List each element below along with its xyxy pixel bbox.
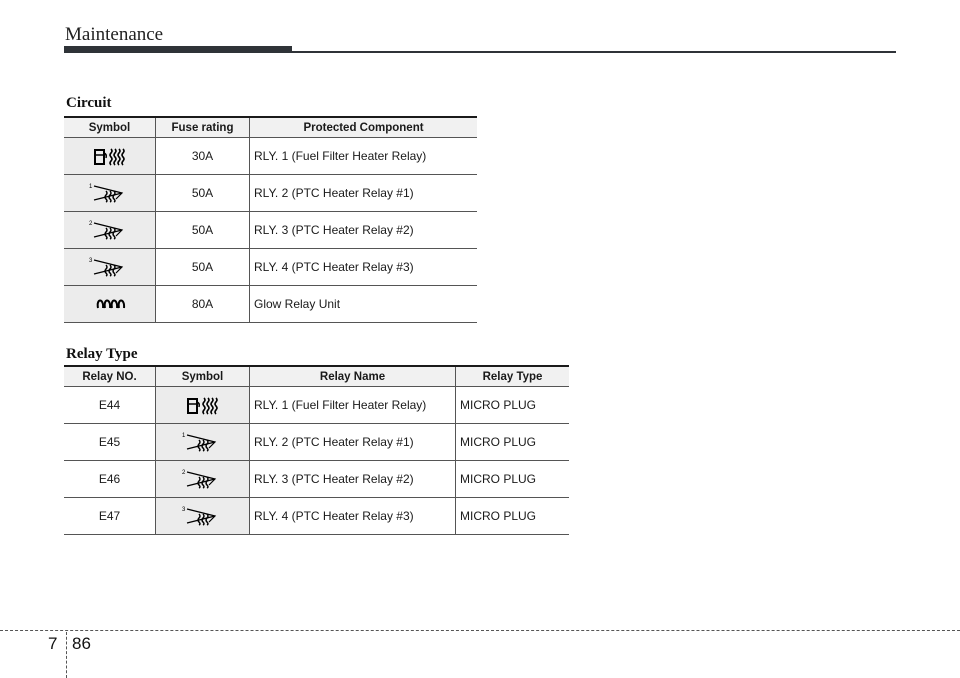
table-row xyxy=(64,461,569,498)
symbol-cell xyxy=(64,212,156,249)
relay-type-cell: MICRO PLUG xyxy=(456,387,570,424)
footer-page-divider xyxy=(66,632,67,678)
circuit-table xyxy=(64,116,477,323)
relay-no-cell: E44 xyxy=(64,387,156,424)
fuse-rating-cell: 80A xyxy=(156,286,250,323)
protected-component-cell: RLY. 3 (PTC Heater Relay #2) xyxy=(250,212,478,249)
symbol-cell xyxy=(64,138,156,175)
table-row xyxy=(64,387,569,424)
relay-type-cell: MICRO PLUG xyxy=(456,424,570,461)
table-row xyxy=(64,249,477,286)
fuse-rating-cell: 50A xyxy=(156,212,250,249)
column-header-symbol: Symbol xyxy=(156,366,250,387)
header-rule xyxy=(292,51,896,53)
ptc-number-label: 1 xyxy=(88,184,92,190)
ptc-heater-3-icon xyxy=(88,255,132,279)
symbol-cell xyxy=(64,249,156,286)
ptc-heater-1-icon xyxy=(181,430,225,454)
footer-divider xyxy=(0,630,960,631)
relay-no-cell: E47 xyxy=(64,498,156,535)
symbol-cell xyxy=(64,286,156,323)
ptc-heater-1-icon xyxy=(88,181,132,205)
relay-name-cell: RLY. 3 (PTC Heater Relay #2) xyxy=(250,461,456,498)
header-bar xyxy=(64,46,292,53)
fuse-rating-cell: 30A xyxy=(156,138,250,175)
ptc-heater-3-icon xyxy=(181,504,225,528)
table-row xyxy=(64,175,477,212)
relay-type-cell: MICRO PLUG xyxy=(456,498,570,535)
protected-component-cell: RLY. 1 (Fuel Filter Heater Relay) xyxy=(250,138,478,175)
column-header-relay-no: Relay NO. xyxy=(64,366,156,387)
relay-no-cell: E46 xyxy=(64,461,156,498)
table-row xyxy=(64,138,477,175)
fuse-rating-cell: 50A xyxy=(156,249,250,286)
column-header-fuse-rating: Fuse rating xyxy=(156,117,250,138)
relay-name-cell: RLY. 2 (PTC Heater Relay #1) xyxy=(250,424,456,461)
ptc-number-label: 3 xyxy=(181,507,185,513)
relay-type-cell: MICRO PLUG xyxy=(456,461,570,498)
relay-name-cell: RLY. 4 (PTC Heater Relay #3) xyxy=(250,498,456,535)
ptc-heater-2-icon xyxy=(88,218,132,242)
symbol-cell xyxy=(156,461,250,498)
relay-type-section-title: Relay Type xyxy=(66,346,138,362)
column-header-protected-component: Protected Component xyxy=(250,117,478,138)
relay-no-cell: E45 xyxy=(64,424,156,461)
table-row xyxy=(64,424,569,461)
table-row xyxy=(64,212,477,249)
ptc-number-label: 3 xyxy=(88,258,92,264)
ptc-number-label: 2 xyxy=(181,470,185,476)
ptc-number-label: 2 xyxy=(88,221,92,227)
fuel-filter-heater-icon xyxy=(92,145,128,167)
relay-type-table xyxy=(64,365,569,535)
symbol-cell xyxy=(156,498,250,535)
relay-name-cell: RLY. 1 (Fuel Filter Heater Relay) xyxy=(250,387,456,424)
ptc-heater-2-icon xyxy=(181,467,225,491)
column-header-relay-type: Relay Type xyxy=(456,366,570,387)
protected-component-cell: Glow Relay Unit xyxy=(250,286,478,323)
symbol-cell xyxy=(64,175,156,212)
glow-plug-icon xyxy=(94,294,126,314)
protected-component-cell: RLY. 4 (PTC Heater Relay #3) xyxy=(250,249,478,286)
page-header-title: Maintenance xyxy=(65,24,164,45)
chapter-number: 7 xyxy=(48,634,58,653)
protected-component-cell: RLY. 2 (PTC Heater Relay #1) xyxy=(250,175,478,212)
column-header-relay-name: Relay Name xyxy=(250,366,456,387)
fuse-rating-cell: 50A xyxy=(156,175,250,212)
symbol-cell xyxy=(156,424,250,461)
table-row xyxy=(64,286,477,323)
page-number: 86 xyxy=(72,634,91,653)
ptc-number-label: 1 xyxy=(181,433,185,439)
table-row xyxy=(64,498,569,535)
symbol-cell xyxy=(156,387,250,424)
column-header-symbol: Symbol xyxy=(64,117,156,138)
fuel-filter-heater-icon xyxy=(185,394,221,416)
circuit-section-title: Circuit xyxy=(66,95,112,111)
